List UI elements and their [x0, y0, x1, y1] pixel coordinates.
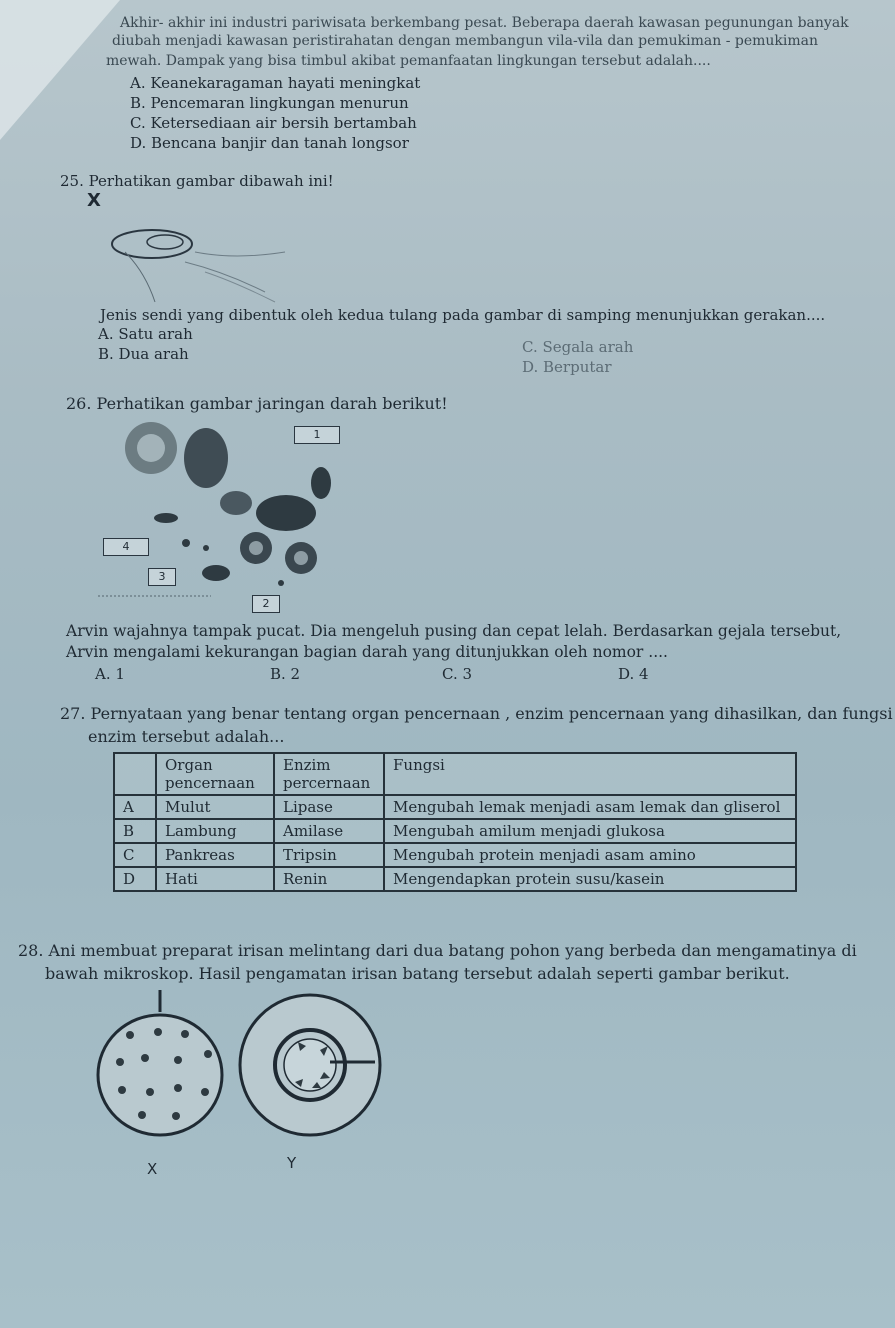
table-row — [114, 843, 796, 867]
table-cell-function: Mengubah lemak menjadi asam lemak dan gliserol — [384, 795, 796, 819]
table-cell-letter: D — [114, 867, 156, 891]
stem-label-x: X — [147, 1160, 158, 1178]
blood-cell — [311, 467, 331, 499]
blood-label-2: 2 — [252, 595, 280, 613]
table-cell-enzyme: Lipase — [274, 795, 384, 819]
table-header-blank — [114, 753, 156, 795]
blood-cell-center — [249, 541, 263, 555]
q25-question: Jenis sendi yang dibentuk oleh kedua tulang pada gambar di samping menunjukkan gerakan.... — [100, 306, 826, 324]
table-header-function: Fungsi — [384, 753, 796, 795]
blood-cell — [256, 495, 316, 531]
bone-head-outer — [112, 230, 192, 258]
table-cell-enzyme: Tripsin — [274, 843, 384, 867]
q24-line-1: Akhir- akhir ini industri pariwisata berkembang pesat. Beberapa daerah kawasan pegunungan banyak — [120, 15, 849, 31]
blood-label-4: 4 — [103, 538, 149, 556]
bone-head-inner — [147, 235, 183, 249]
joint-label-x: X — [87, 192, 101, 211]
stem-y-pith — [284, 1039, 336, 1091]
table-header-enzyme: Enzim percernaan — [274, 753, 384, 795]
table-header-organ: Organ pencernaan — [156, 753, 274, 795]
q25-option-d: D. Berputar — [522, 358, 612, 376]
table-cell-enzyme: Renin — [274, 867, 384, 891]
q26-prompt — [66, 395, 448, 413]
table-cell-function: Mengubah protein menjadi asam amino — [384, 843, 796, 867]
q24-option-c: C. Ketersediaan air bersih bertambah — [130, 114, 417, 132]
q24-option-a: A. Keanekaragaman hayati meningkat — [130, 74, 421, 92]
q26-text: Perhatikan gambar jaringan darah berikut! — [96, 394, 448, 413]
table-cell-enzyme: Amilase — [274, 819, 384, 843]
table-cell-organ: Mulut — [156, 795, 274, 819]
q26-option-d: D. 4 — [618, 665, 649, 683]
q24-line-2: diubah menjadi kawasan peristirahatan dengan membangun vila-vila dan pemukiman - pemukiman — [112, 33, 819, 49]
platelet — [182, 539, 190, 547]
table-row — [114, 819, 796, 843]
q25-option-c: C. Segala arah — [522, 338, 634, 356]
table-cell-letter: C — [114, 843, 156, 867]
q28-text: Ani membuat preparat irisan melintang dari dua batang pohon yang berbeda dan mengamatinya di — [48, 941, 857, 960]
q24-option-b: B. Pencemaran lingkungan menurun — [130, 94, 409, 112]
q27-text: Pernyataan yang benar tentang organ pencernaan , enzim pencernaan yang dihasilkan, dan fungsi — [90, 704, 893, 723]
q25-text: Perhatikan gambar dibawah ini! — [88, 172, 334, 190]
q25-number: 25. — [60, 172, 84, 190]
table-cell-organ: Lambung — [156, 819, 274, 843]
blood-cell — [154, 513, 178, 523]
q27-line-2: enzim tersebut adalah... — [88, 727, 285, 746]
q26-option-b: B. 2 — [270, 665, 301, 683]
q27-line-1 — [60, 705, 893, 723]
table-cell-organ: Pankreas — [156, 843, 274, 867]
q26-number: 26. — [66, 394, 92, 413]
table-header-row — [114, 753, 796, 795]
table-cell-letter: B — [114, 819, 156, 843]
blood-cell — [184, 428, 228, 488]
q28-line-2: bawah mikroskop. Hasil pengamatan irisan batang tersebut adalah seperti gambar berikut. — [45, 964, 790, 983]
blood-cell — [202, 565, 230, 581]
platelet — [278, 580, 284, 586]
q26-option-a: A. 1 — [95, 665, 125, 683]
blood-label-3: 3 — [148, 568, 176, 586]
q26-option-c: C. 3 — [442, 665, 473, 683]
platelet — [203, 545, 209, 551]
blood-label-1: 1 — [294, 426, 340, 444]
joint-diagram — [85, 192, 315, 312]
organ-table — [113, 752, 797, 892]
table-cell-letter: A — [114, 795, 156, 819]
q25-prompt — [60, 172, 334, 190]
q24-option-d: D. Bencana banjir dan tanah longsor — [130, 134, 409, 152]
blood-tissue-diagram — [96, 418, 356, 613]
q27-number: 27. — [60, 704, 86, 723]
blood-cell — [220, 491, 252, 515]
q26-line-1: Arvin wajahnya tampak pucat. Dia mengeluh pusing dan cepat lelah. Berdasarkan gejala tersebut, — [66, 622, 842, 640]
table-row — [114, 795, 796, 819]
ligament-line-2 — [185, 262, 265, 292]
page-corner-shadow — [0, 0, 120, 140]
table-cell-organ: Hati — [156, 867, 274, 891]
ligament-line-1 — [125, 252, 155, 302]
blood-cell-center — [294, 551, 308, 565]
blood-cell-center — [137, 434, 165, 462]
q28-line-1 — [18, 942, 857, 960]
q25-option-a: A. Satu arah — [98, 325, 193, 343]
q28-number: 28. — [18, 941, 44, 960]
table-row — [114, 867, 796, 891]
stem-label-y: Y — [287, 1154, 297, 1172]
table-cell-function: Mengendapkan protein susu/kasein — [384, 867, 796, 891]
ligament-line-3 — [195, 252, 285, 256]
q26-line-2: Arvin mengalami kekurangan bagian darah yang ditunjukkan oleh nomor .... — [66, 643, 668, 661]
stem-cross-section-diagram — [90, 990, 390, 1140]
q25-option-b: B. Dua arah — [98, 345, 189, 363]
q24-line-3: mewah. Dampak yang bisa timbul akibat pemanfaatan lingkungan tersebut adalah.... — [106, 53, 711, 69]
table-cell-function: Mengubah amilum menjadi glukosa — [384, 819, 796, 843]
ligament-line-4 — [205, 272, 275, 302]
